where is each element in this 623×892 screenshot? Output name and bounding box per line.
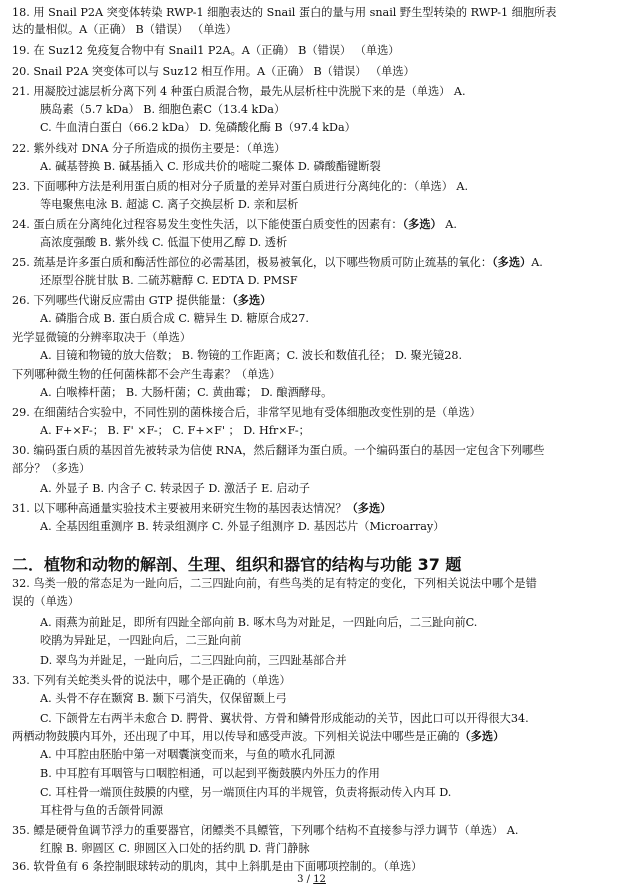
line-q20: 20. Snail P2A 突变体可以与 Suz12 相互作用。A（正确） B（错误） （单选） — [12, 65, 415, 78]
line-q19: 19. 在 Suz12 免疫复合物中有 Snail1 P2A。A（正确） B（错误） （单选） — [12, 44, 400, 57]
line-q23: 23. 下面哪种方法是利用蛋白质的相对分子质量的差异对蛋白质进行分离纯化的：（单选） A. — [12, 180, 469, 193]
line-q33: 33. 下列有关蛇类头骨的说法中，哪个是正确的（单选） — [12, 674, 291, 687]
line-q23-options: 等电聚焦电泳 B. 超滤 C. 离子交换层析 D. 亲和层析 — [40, 198, 299, 211]
line-q18-cont: 达的量相似。A（正确） B（错误） （单选） — [12, 23, 237, 36]
multi-choice-tag: （多选） — [402, 217, 442, 231]
line-q32: 32. 鸟类一般的常态足为一趾向后，二三四趾向前，有些鸟类的足有特定的变化，下列相关说法中哪个是错 — [12, 577, 537, 590]
page-footer: 3 / 12 — [297, 874, 326, 885]
line-q31-options: A. 全基因组重测序 B. 转录组测序 C. 外显子组测序 D. 基因芯片（Microarray） — [40, 520, 445, 533]
multi-choice-tag: （多选） — [459, 729, 505, 743]
line-q27-options: A. 目镜和物镜的放大倍数； B. 物镜的工作距离；C. 波长和数值孔径； D. 聚光镜28. — [40, 349, 463, 362]
line-q18: 18. 用 Snail P2A 突变体转染 RWP-1 细胞表达的 Snail 蛋白的量与用 snail 野生型转染的 RWP-1 细胞所表 — [12, 6, 557, 19]
line-q22-options: A. 碱基替换 B. 碱基插入 C. 形成共价的嘧啶二聚体 D. 磷酸酯键断裂 — [40, 160, 381, 173]
line-q29: 29. 在细菌结合实验中，不同性别的菌株接合后，非常罕见地有受体细胞改变性别的是（单选） — [12, 406, 481, 419]
line-q35-options: 红腺 B. 卵圆区 C. 卵圆区入口处的括约肌 D. 背门静脉 — [40, 842, 310, 855]
line-q30-cont: 部分？（多选） — [12, 462, 91, 475]
page-number: 3 — [297, 874, 304, 885]
line-q28-options: A. 白喉棒杆菌； B. 大肠杆菌；C. 黄曲霉； D. 酿酒酵母。 — [40, 386, 333, 399]
page-total: 12 — [313, 874, 326, 885]
line-q21-c: C. 牛血清白蛋白（66.2 kDa） D. 兔磷酸化酶 B（97.4 kDa） — [40, 121, 356, 134]
line-q34: 两栖动物鼓膜内耳外，还出现了中耳，用以传导和感受声波。下列相关说法中哪些是正确的（多选） — [12, 729, 505, 743]
line-q21-a: 胰岛素（5.7 kDa） B. 细胞色素C（13.4 kDa） — [40, 103, 286, 116]
line-q26-options: A. 磷脂合成 B. 蛋白质合成 C. 糖异生 D. 糖原合成27. — [40, 312, 309, 325]
line-q35: 35. 鳔是硬骨鱼调节浮力的重要器官，闭鳔类不具鳔管，下列哪个结构不直接参与浮力调节（单选） A. — [12, 824, 519, 837]
multi-choice-tag: （多选） — [492, 255, 532, 269]
line-q30: 30. 编码蛋白质的基因首先被转录为信使 RNA，然后翻译为蛋白质。一个编码蛋白的基因一定包含下列哪些 — [12, 444, 545, 457]
line-q26: 26. 下列哪些代谢反应需由 GTP 提供能量：（多选） — [12, 293, 272, 307]
multi-choice-tag: （多选） — [232, 293, 272, 307]
line-q30-options: A. 外显子 B. 内含子 C. 转录因子 D. 激活子 E. 启动子 — [40, 482, 310, 495]
line-q24-options: 高浓度强酸 B. 紫外线 C. 低温下使用乙醇 D. 透析 — [40, 236, 288, 249]
line-q31: 31. 以下哪种高通量实验技术主要被用来研究生物的基因表达情况？（多选） — [12, 501, 392, 515]
line-q28: 下列哪种微生物的任何菌株都不会产生毒素？（单选） — [12, 368, 281, 381]
line-q22: 22. 紫外线对 DNA 分子所造成的损伤主要是：（单选） — [12, 142, 286, 155]
line-q29-options: A. F+×F-； B. F' ×F-； C. F+×F' ； D. Hfr×F-； — [40, 424, 310, 437]
line-q27: 光学显微镜的分辨率取决于（单选） — [12, 331, 192, 344]
line-q25: 25. 巯基是许多蛋白质和酶活性部位的必需基团，极易被氧化，以下哪些物质可防止巯基的氧化：（多选）A. — [12, 255, 543, 269]
line-q32-c: 咬鹃为异趾足，一四趾向后，二三趾向前 — [40, 634, 242, 647]
line-q33-cd: C. 下颌骨左右两半未愈合 D. 腭骨、翼状骨、方骨和鳞骨形成能动的关节，因此口可以开得很大34. — [40, 712, 529, 725]
line-q34-b: B. 中耳腔有耳咽管与口咽腔相通，可以起到平衡鼓膜内外压力的作用 — [40, 767, 380, 780]
line-q36: 36. 软骨鱼有 6 条控制眼球转动的肌肉，其中上斜肌是由下面哪项控制的。（单选） — [12, 860, 423, 873]
line-q34-d: 耳柱骨与鱼的舌颌骨同源 — [40, 804, 164, 817]
multi-choice-tag: （多选） — [346, 501, 392, 515]
line-q32-cont: 误的（单选） — [12, 595, 80, 608]
line-q34-c: C. 耳柱骨一端顶住鼓膜的内壁，另一端顶住内耳的半规管，负责将振动传入内耳 D. — [40, 786, 452, 799]
line-q25-options: 还原型谷胱甘肽 B. 二硫苏糖醇 C. EDTA D. PMSF — [40, 274, 298, 287]
line-q32-d: D. 翠鸟为并趾足，一趾向后，二三四趾向前，三四趾基部合并 — [40, 654, 347, 667]
line-q21: 21. 用凝胶过滤层析分离下列 4 种蛋白质混合物，最先从层析柱中洗脱下来的是（单选） A. — [12, 85, 466, 98]
line-q34-a: A. 中耳腔由胚胎中第一对咽囊演变而来，与鱼的喷水孔同源 — [40, 748, 335, 761]
line-q33-ab: A. 头骨不存在颞窝 B. 颞下弓消失，仅保留颞上弓 — [40, 692, 287, 705]
line-q32-ab: A. 雨燕为前趾足，即所有四趾全部向前 B. 啄木鸟为对趾足，一四趾向后，二三趾向前C. — [40, 616, 478, 629]
section-title: 二．植物和动物的解剖、生理、组织和器官的结构与功能 37 题 — [12, 555, 462, 574]
line-q24: 24. 蛋白质在分离纯化过程容易发生变性失活，以下能使蛋白质变性的因素有：（多选） A. — [12, 217, 457, 231]
